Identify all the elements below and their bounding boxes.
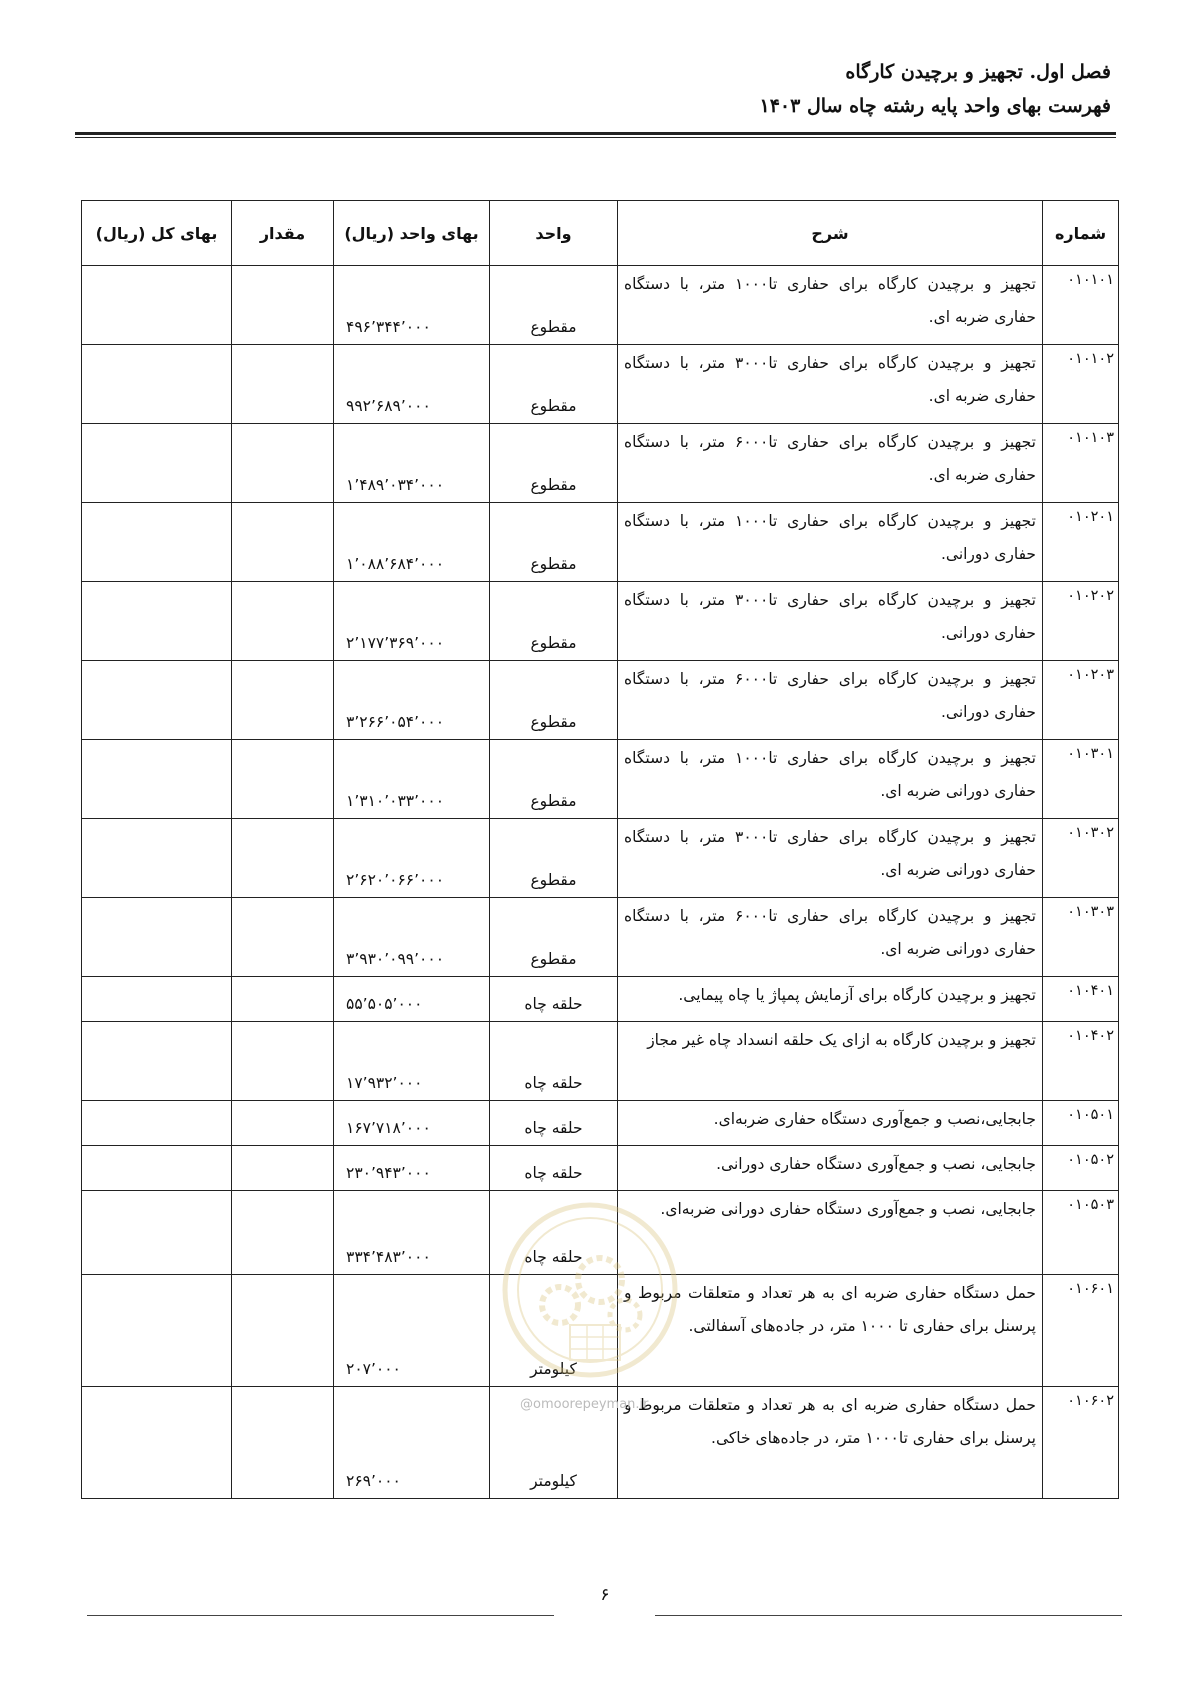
table-row	[82, 424, 1119, 503]
row-number: ۰۱۰۵۰۲	[1043, 1146, 1119, 1191]
table-row	[82, 582, 1119, 661]
table-row	[82, 898, 1119, 977]
row-number: ۰۱۰۲۰۳	[1043, 661, 1119, 740]
row-quantity	[232, 424, 334, 503]
row-unit: مقطوع	[490, 503, 618, 582]
table-row	[82, 977, 1119, 1022]
row-total-price	[82, 977, 232, 1022]
row-unit: حلقه چاه	[490, 1146, 618, 1191]
row-quantity	[232, 1387, 334, 1499]
row-number: ۰۱۰۳۰۱	[1043, 740, 1119, 819]
watermark-text: @omoorepeyman.ir	[520, 1397, 649, 1412]
row-description: تجهیز و برچیدن کارگاه برای آزمایش پمپاژ یا چاه پیمایی.	[618, 977, 1043, 1022]
column-header-total-price: بهای کل (ریال)	[82, 201, 232, 266]
table-row	[82, 740, 1119, 819]
row-total-price	[82, 503, 232, 582]
row-unit-price: ۳۳۴٬۴۸۳٬۰۰۰	[334, 1191, 490, 1275]
header-rule-thick	[75, 132, 1116, 135]
row-unit-price: ۱۷٬۹۳۲٬۰۰۰	[334, 1022, 490, 1101]
row-quantity	[232, 898, 334, 977]
row-quantity	[232, 1146, 334, 1191]
row-total-price	[82, 1387, 232, 1499]
row-number: ۰۱۰۴۰۱	[1043, 977, 1119, 1022]
row-quantity	[232, 266, 334, 345]
row-total-price	[82, 740, 232, 819]
table-header-row	[82, 201, 1119, 266]
row-total-price	[82, 266, 232, 345]
table-row	[82, 503, 1119, 582]
row-description: تجهیز و برچیدن کارگاه برای حفاری تا۱۰۰۰ متر، با دستگاه حفاری ضربه ای.	[618, 266, 1043, 345]
row-unit-price: ۲٬۶۲۰٬۰۶۶٬۰۰۰	[334, 819, 490, 898]
row-quantity	[232, 661, 334, 740]
row-total-price	[82, 345, 232, 424]
footer-rule-right	[655, 1615, 1122, 1616]
table-row	[82, 266, 1119, 345]
row-description: تجهیز و برچیدن کارگاه برای حفاری تا۶۰۰۰ متر، با دستگاه حفاری دورانی ضربه ای.	[618, 898, 1043, 977]
row-quantity	[232, 977, 334, 1022]
row-unit: مقطوع	[490, 424, 618, 503]
row-unit-price: ۱۶۷٬۷۱۸٬۰۰۰	[334, 1101, 490, 1146]
row-unit-price: ۱٬۳۱۰٬۰۳۳٬۰۰۰	[334, 740, 490, 819]
row-total-price	[82, 1022, 232, 1101]
document-title: فهرست بهای واحد پایه رشته چاه سال ۱۴۰۳	[759, 95, 1111, 117]
row-total-price	[82, 1275, 232, 1387]
row-unit-price: ۲۶۹٬۰۰۰	[334, 1387, 490, 1499]
row-description: حمل دستگاه حفاری ضربه ای به هر تعداد و متعلقات مربوط و پرسنل برای حفاری تا ۱۰۰۰ متر، در جاده‌های آسفالتی.	[618, 1275, 1043, 1387]
row-description: تجهیز و برچیدن کارگاه برای حفاری تا۳۰۰۰ متر، با دستگاه حفاری ضربه ای.	[618, 345, 1043, 424]
chapter-title: فصل اول. تجهیز و برچیدن کارگاه	[845, 61, 1111, 83]
row-description: تجهیز و برچیدن کارگاه برای حفاری تا۳۰۰۰ متر، با دستگاه حفاری دورانی ضربه ای.	[618, 819, 1043, 898]
row-total-price	[82, 898, 232, 977]
row-number: ۰۱۰۲۰۱	[1043, 503, 1119, 582]
row-total-price	[82, 582, 232, 661]
row-total-price	[82, 424, 232, 503]
row-number: ۰۱۰۱۰۳	[1043, 424, 1119, 503]
column-header-number: شماره	[1043, 201, 1119, 266]
row-description: تجهیز و برچیدن کارگاه برای حفاری تا۱۰۰۰ متر، با دستگاه حفاری دورانی ضربه ای.	[618, 740, 1043, 819]
table-row	[82, 1022, 1119, 1101]
row-unit: مقطوع	[490, 266, 618, 345]
row-unit-price: ۱٬۰۸۸٬۶۸۴٬۰۰۰	[334, 503, 490, 582]
row-quantity	[232, 819, 334, 898]
page-header	[75, 55, 1111, 123]
row-unit-price: ۲٬۱۷۷٬۳۶۹٬۰۰۰	[334, 582, 490, 661]
row-number: ۰۱۰۱۰۲	[1043, 345, 1119, 424]
row-unit: مقطوع	[490, 898, 618, 977]
row-unit: مقطوع	[490, 740, 618, 819]
row-description: تجهیز و برچیدن کارگاه برای حفاری تا۶۰۰۰ متر، با دستگاه حفاری دورانی.	[618, 661, 1043, 740]
row-unit-price: ۳٬۲۶۶٬۰۵۴٬۰۰۰	[334, 661, 490, 740]
table-row	[82, 661, 1119, 740]
price-list-table	[81, 200, 1119, 1499]
row-number: ۰۱۰۱۰۱	[1043, 266, 1119, 345]
row-unit: حلقه چاه	[490, 977, 618, 1022]
row-description: تجهیز و برچیدن کارگاه به ازای یک حلقه انسداد چاه غیر مجاز	[618, 1022, 1043, 1101]
row-number: ۰۱۰۴۰۲	[1043, 1022, 1119, 1101]
row-number: ۰۱۰۵۰۳	[1043, 1191, 1119, 1275]
table-row	[82, 345, 1119, 424]
row-description: جابجایی، نصب و جمع‌آوری دستگاه حفاری دورانی ضربه‌ای.	[618, 1191, 1043, 1275]
row-number: ۰۱۰۳۰۲	[1043, 819, 1119, 898]
row-number: ۰۱۰۳۰۳	[1043, 898, 1119, 977]
row-unit: حلقه چاه	[490, 1191, 618, 1275]
row-number: ۰۱۰۲۰۲	[1043, 582, 1119, 661]
row-quantity	[232, 1101, 334, 1146]
row-total-price	[82, 1101, 232, 1146]
column-header-description: شرح	[618, 201, 1043, 266]
row-total-price	[82, 1146, 232, 1191]
row-total-price	[82, 819, 232, 898]
row-number: ۰۱۰۶۰۲	[1043, 1387, 1119, 1499]
row-description: حمل دستگاه حفاری ضربه ای به هر تعداد و متعلقات مربوط و پرسنل برای حفاری تا۱۰۰۰ متر، در جاده‌های خاکی.	[618, 1387, 1043, 1499]
row-description: تجهیز و برچیدن کارگاه برای حفاری تا۳۰۰۰ متر، با دستگاه حفاری دورانی.	[618, 582, 1043, 661]
row-unit: کیلومتر	[490, 1275, 618, 1387]
row-unit: مقطوع	[490, 819, 618, 898]
table-body	[82, 266, 1119, 1499]
row-quantity	[232, 1022, 334, 1101]
row-unit-price: ۴۹۶٬۳۴۴٬۰۰۰	[334, 266, 490, 345]
table-row	[82, 1101, 1119, 1146]
row-unit: حلقه چاه	[490, 1101, 618, 1146]
row-unit-price: ۳٬۹۳۰٬۰۹۹٬۰۰۰	[334, 898, 490, 977]
row-description: جابجایی، نصب و جمع‌آوری دستگاه حفاری دورانی.	[618, 1146, 1043, 1191]
row-description: تجهیز و برچیدن کارگاه برای حفاری تا۱۰۰۰ متر، با دستگاه حفاری دورانی.	[618, 503, 1043, 582]
footer-rule-left	[87, 1615, 554, 1616]
table-row	[82, 1191, 1119, 1275]
row-unit: مقطوع	[490, 661, 618, 740]
row-quantity	[232, 503, 334, 582]
row-unit-price: ۲۳۰٬۹۴۳٬۰۰۰	[334, 1146, 490, 1191]
row-quantity	[232, 582, 334, 661]
row-total-price	[82, 661, 232, 740]
row-total-price	[82, 1191, 232, 1275]
row-unit: مقطوع	[490, 582, 618, 661]
row-description: جابجایی،نصب و جمع‌آوری دستگاه حفاری ضربه‌ای.	[618, 1101, 1043, 1146]
table-row	[82, 1275, 1119, 1387]
row-quantity	[232, 1275, 334, 1387]
column-header-unit: واحد	[490, 201, 618, 266]
row-description: تجهیز و برچیدن کارگاه برای حفاری تا۶۰۰۰ متر، با دستگاه حفاری ضربه ای.	[618, 424, 1043, 503]
row-quantity	[232, 345, 334, 424]
row-unit-price: ۱٬۴۸۹٬۰۳۴٬۰۰۰	[334, 424, 490, 503]
row-number: ۰۱۰۵۰۱	[1043, 1101, 1119, 1146]
column-header-quantity: مقدار	[232, 201, 334, 266]
row-unit-price: ۵۵٬۵۰۵٬۰۰۰	[334, 977, 490, 1022]
row-unit: کیلومتر	[490, 1387, 618, 1499]
table-row	[82, 819, 1119, 898]
row-quantity	[232, 1191, 334, 1275]
row-unit-price: ۹۹۲٬۶۸۹٬۰۰۰	[334, 345, 490, 424]
row-unit-price: ۲۰۷٬۰۰۰	[334, 1275, 490, 1387]
row-number: ۰۱۰۶۰۱	[1043, 1275, 1119, 1387]
page-number: ۶	[600, 1585, 610, 1605]
row-unit: مقطوع	[490, 345, 618, 424]
header-rule-thin	[75, 137, 1116, 138]
row-quantity	[232, 740, 334, 819]
table-row	[82, 1146, 1119, 1191]
column-header-unit-price: بهای واحد (ریال)	[334, 201, 490, 266]
row-unit: حلقه چاه	[490, 1022, 618, 1101]
